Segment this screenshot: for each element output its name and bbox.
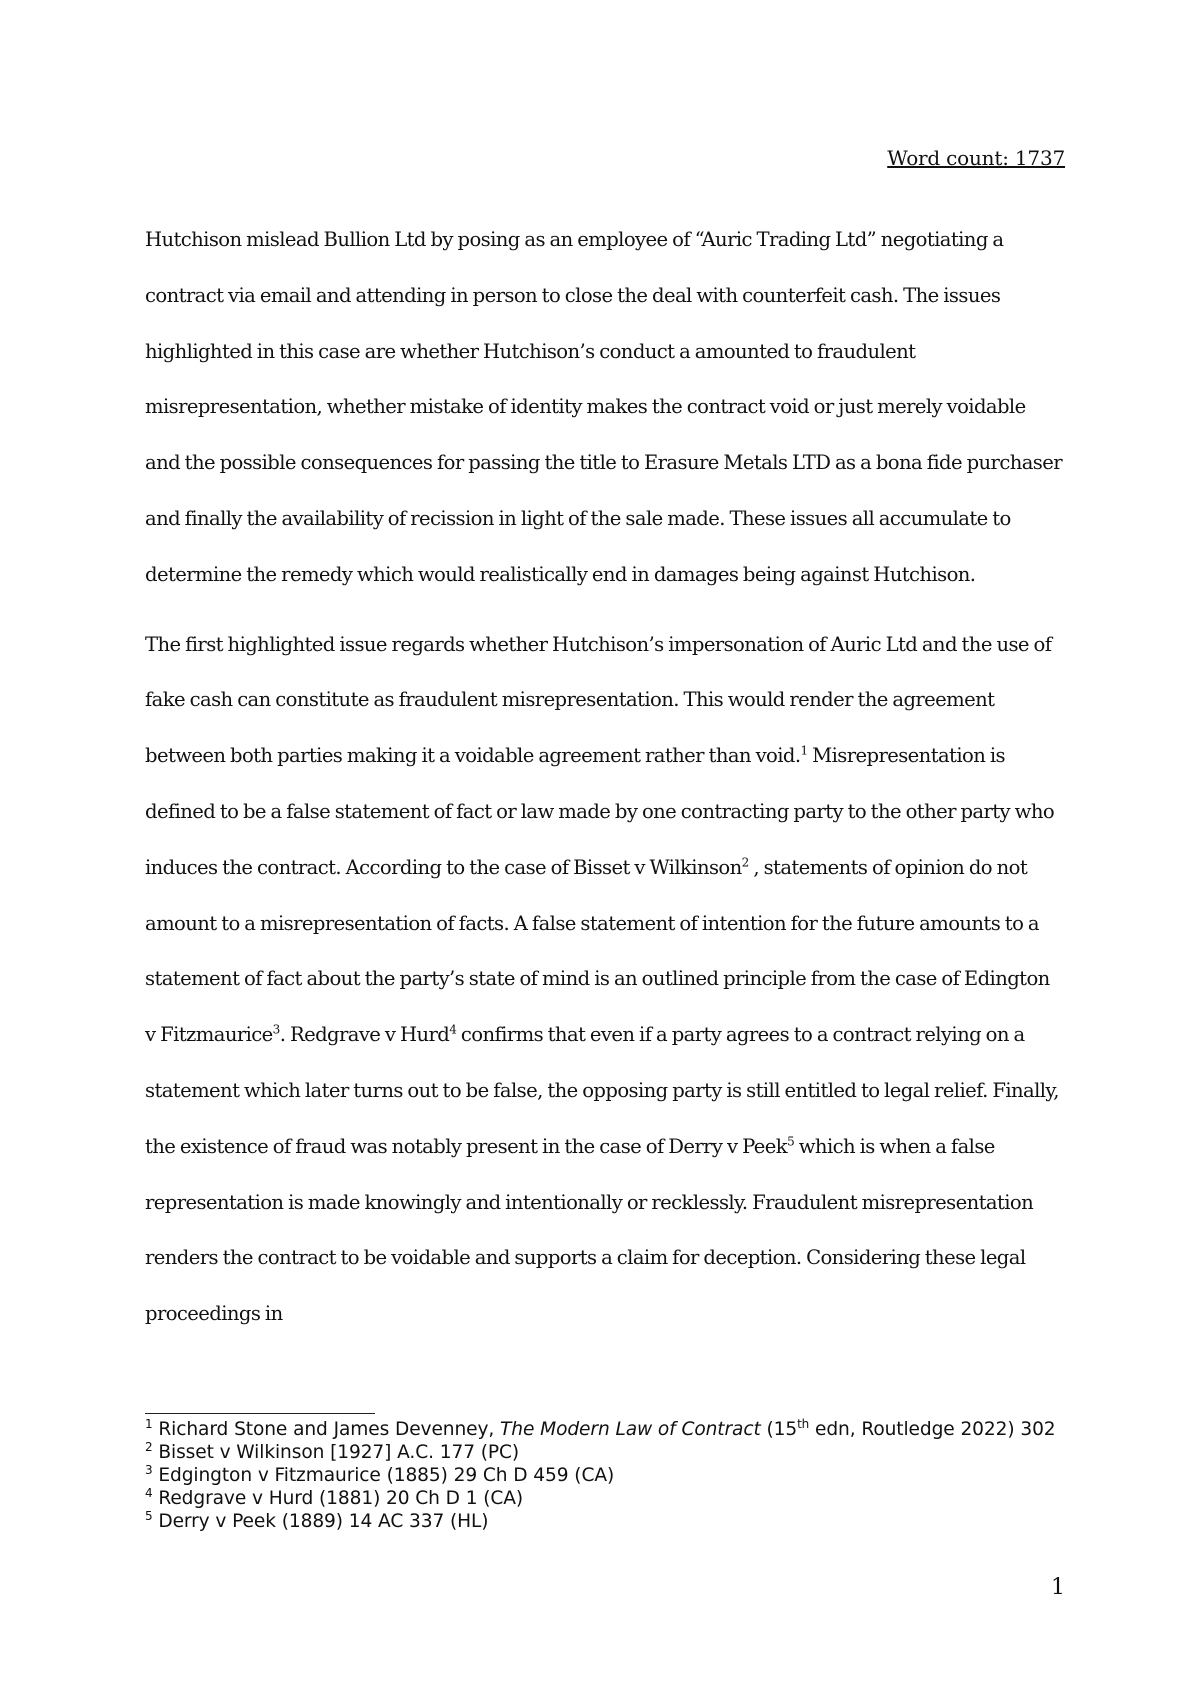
footnote-text: Derry v Peek (1889) 14 AC 337 (HL) — [152, 1511, 489, 1532]
footnote-ref-4[interactable]: 4 — [449, 1022, 457, 1037]
footnote-number: 2 — [145, 1439, 153, 1454]
word-count: Word count: 1737 — [887, 146, 1065, 170]
footnotes — [145, 1418, 1065, 1533]
footnote-text: Redgrave v Hurd (1881) 20 Ch D 1 (CA) — [152, 1488, 524, 1509]
footnote-3 — [145, 1464, 1065, 1487]
footnote-1 — [145, 1418, 1065, 1441]
footnote-5 — [145, 1510, 1065, 1533]
paragraph-text: The first highlighted issue regards whether Hutchison’s impersonation of Auric Ltd and the use of fake cash can constitute as fraudulent misrepresentation. This would render the agreement between both parties making it a voidable agreement rather than void. — [145, 632, 1052, 768]
footnote-2 — [145, 1441, 1065, 1464]
footnote-text: Bisset v Wilkinson [1927] A.C. 177 (PC) — [152, 1442, 520, 1463]
footnote-separator — [145, 1413, 375, 1414]
footnote-ref-1[interactable]: 1 — [800, 743, 808, 758]
footnote-ref-3[interactable]: 3 — [272, 1022, 280, 1037]
paragraph-intro: Hutchison mislead Bullion Ltd by posing as an employee of “Auric Trading Ltd” negotiating a contract via email and attending in person to close the deal with counterfeit cash. The issues highlighted in this case are whether Hutchison’s conduct a amounted to fraudulent misrepresentation, whether mistake of identity makes the contract void or just merely voidable and the possible consequences for passing the title to Erasure Metals LTD as a bona fide purchaser and finally the availability of recission in light of the sale made. These issues all accumulate to determine the remedy which would realistically end in damages being against Hutchison. — [145, 228, 1063, 586]
footnote-number: 1 — [145, 1416, 153, 1431]
footnote-text: Richard Stone and James Devenney, — [152, 1419, 501, 1440]
footnote-number: 4 — [145, 1485, 153, 1500]
footnote-ref-2[interactable]: 2 — [741, 855, 749, 870]
footnote-number: 5 — [145, 1508, 153, 1523]
footnote-text: Edgington v Fitzmaurice (1885) 29 Ch D 459 (CA) — [152, 1465, 615, 1486]
paragraph-text: . Redgrave v Hurd — [279, 1023, 450, 1047]
edition-superscript: th — [797, 1416, 810, 1431]
paragraph-text: confirms that even if a party agrees to a contract relying on a statement which later turns out to be false, the opposing party is still entitled to legal relief. Finally, the existence of fraud was notably present in the case of Derry v Peek — [145, 1023, 1059, 1158]
paragraph-text: Misrepresentation is defined to be a false statement of fact or law made by one contracting party to the other party who induces the contract. According to the case of Bisset v Wilkinson — [145, 744, 1055, 879]
paragraph-text: which is when a false representation is made knowingly and intentionally or recklessly. Fraudulent misrepresentation renders the contract to be voidable and supports a claim for deception. Considering these legal proceedings in — [145, 1134, 1034, 1326]
page-number: 1 — [1051, 1575, 1065, 1600]
footnote-4 — [145, 1487, 1065, 1510]
footnote-text: edn, Routledge 2022) 302 — [809, 1419, 1056, 1440]
paragraph-text: , statements of opinion do not amount to a misrepresentation of facts. A false statement of intention for the future amounts to a statement of fact about the party’s state of mind is an outlined principle from the case of Edington v Fitzmaurice — [145, 855, 1050, 1047]
footnote-text: (15 — [760, 1419, 798, 1440]
footnote-ref-5[interactable]: 5 — [787, 1134, 795, 1149]
body-text — [145, 212, 1063, 1342]
footnote-number: 3 — [145, 1462, 153, 1477]
paragraph-misrepresentation — [145, 617, 1063, 1342]
book-title: The Modern Law of Contract — [500, 1419, 761, 1440]
